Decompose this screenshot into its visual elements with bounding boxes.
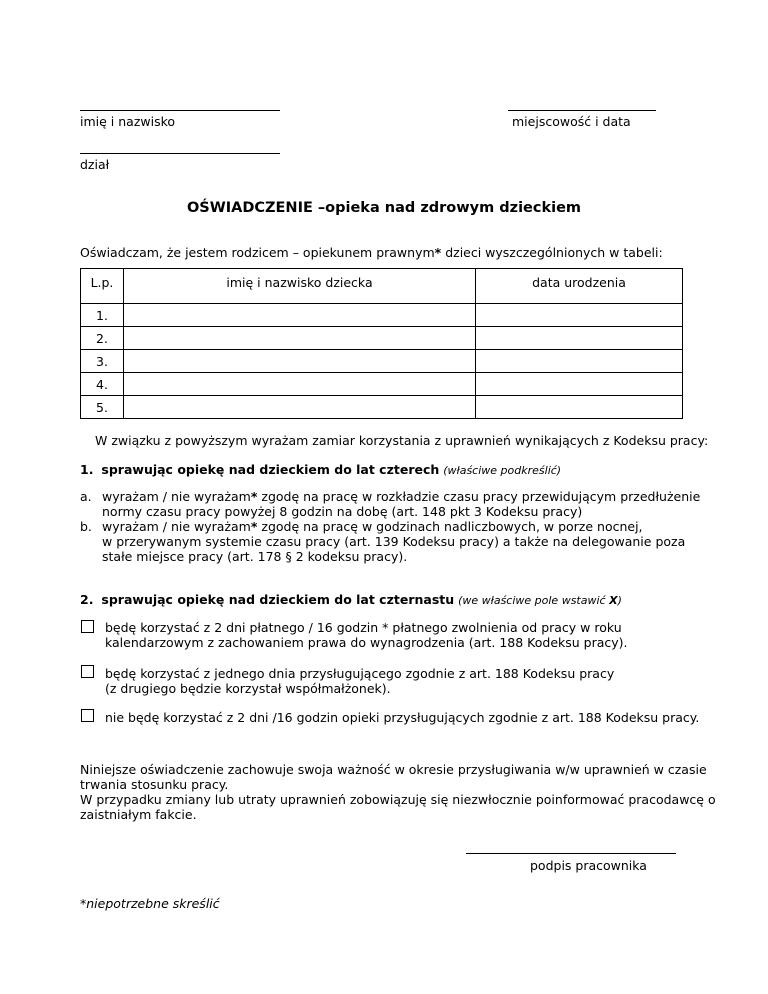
option1-text — [105, 620, 628, 650]
birth-date-cell[interactable] — [476, 396, 683, 419]
option3-line1: nie będę korzystać z 2 dni /16 godzin opieki przysługujących zgodnie z art. 188 Kodeksu pracy. — [105, 710, 700, 725]
section2-note-after: ) — [617, 594, 622, 607]
option1-line2: kalendarzowym z zachowaniem prawa do wynagrodzenia (art. 188 Kodeksu pracy). — [105, 635, 628, 650]
section2-heading — [80, 592, 622, 608]
option2-line1: będę korzystać z jednego dnia przysługującego zgodnie z art. 188 Kodeksu pracy — [105, 666, 615, 681]
section1-heading — [80, 462, 561, 478]
section1-a-line1-before: wyrażam / nie wyrażam — [102, 489, 251, 504]
section1-b-line1-before: wyrażam / nie wyrażam — [102, 519, 251, 534]
intent-text: W związku z powyższym wyrażam zamiar korzystania z uprawnień wynikających z Kodeksu pracy: — [95, 433, 709, 448]
section1-note: (właściwe podkreślić) — [443, 464, 562, 477]
birth-date-cell[interactable] — [476, 350, 683, 373]
header-lp: L.p. — [81, 269, 124, 304]
row-number: 5. — [81, 396, 124, 419]
validity-line1: Niniejsze oświadczenie zachowuje swoja ważność w okresie przysługiwania w/w uprawnień w czasie — [80, 762, 707, 777]
row-number: 4. — [81, 373, 124, 396]
section1-number: 1. — [80, 462, 94, 477]
child-name-cell[interactable] — [124, 373, 476, 396]
option2-checkbox[interactable] — [81, 665, 94, 678]
option3-checkbox[interactable] — [81, 709, 94, 722]
option3-text — [105, 710, 699, 725]
section2-number: 2. — [80, 592, 94, 607]
section1-title: sprawując opiekę nad dzieckiem do lat czterech — [101, 462, 440, 477]
row-number: 2. — [81, 327, 124, 350]
child-name-cell[interactable] — [124, 396, 476, 419]
department-line — [80, 153, 280, 154]
child-name-cell[interactable] — [124, 350, 476, 373]
option2-line2: (z drugiego będzie korzystał współmałżonek). — [105, 681, 391, 696]
table-row — [81, 327, 683, 350]
department-label: dział — [80, 157, 110, 172]
table-header-row — [81, 269, 683, 304]
children-table — [80, 268, 683, 419]
row-number: 1. — [81, 304, 124, 327]
section1-a-line1-after: zgodę na pracę w rozkładzie czasu pracy przewidującym przedłużenie — [257, 489, 701, 504]
header-birth-date: data urodzenia — [476, 269, 683, 304]
signature-line — [466, 853, 676, 854]
table-row — [81, 396, 683, 419]
child-name-cell[interactable] — [124, 327, 476, 350]
section1-a-text — [102, 489, 700, 519]
section1-b-star: * — [250, 519, 258, 534]
validity-line3: W przypadku zmiany lub utraty uprawnień zobowiązuję się niezwłocznie poinformować pracodawcę o — [80, 792, 716, 807]
row-number: 3. — [81, 350, 124, 373]
place-date-label: miejscowość i data — [512, 114, 631, 129]
section1-b-line1-after: zgodę na pracę w godzinach nadliczbowych, w porze nocnej, — [257, 519, 643, 534]
child-name-cell[interactable] — [124, 304, 476, 327]
intro-text-after: dzieci wyszczególnionych w tabeli: — [441, 245, 663, 260]
section1-b-text — [102, 519, 685, 564]
section1-a-marker: a. — [80, 489, 92, 504]
section1-a-line1 — [102, 489, 700, 504]
section2-note-x: X — [609, 594, 618, 607]
place-date-line — [508, 110, 656, 111]
table-row — [81, 304, 683, 327]
option2-text — [105, 666, 614, 696]
section1-a-line2: normy czasu pracy powyżej 8 godzin na dobę (art. 148 pkt 3 Kodeksu pracy) — [102, 504, 583, 519]
header-child-name: imię i nazwisko dziecka — [124, 269, 476, 304]
validity-line2: trwania stosunku pracy. — [80, 777, 229, 792]
footnote: *niepotrzebne skreślić — [80, 896, 220, 911]
birth-date-cell[interactable] — [476, 373, 683, 396]
section1-b-line1 — [102, 519, 685, 534]
table-row — [81, 373, 683, 396]
intro-text-before: Oświadczam, że jestem rodzicem – opiekunem prawnym — [80, 245, 435, 260]
section2-title: sprawując opiekę nad dzieckiem do lat czternastu — [101, 592, 455, 607]
option1-line1: będę korzystać z 2 dni płatnego / 16 godzin * płatnego zwolnienia od pracy w roku — [105, 620, 622, 635]
section1-b-marker: b. — [80, 519, 92, 534]
section1-a-star: * — [250, 489, 258, 504]
option1-checkbox[interactable] — [81, 620, 94, 633]
section2-note — [458, 594, 622, 607]
section2-note-before: (we właściwe pole wstawić — [458, 594, 610, 607]
name-line — [80, 110, 280, 111]
validity-line4: zaistniałym fakcie. — [80, 807, 197, 822]
intro-text — [80, 245, 663, 260]
birth-date-cell[interactable] — [476, 304, 683, 327]
section1-b-line2: w przerywanym systemie czasu pracy (art. 139 Kodeksu pracy) a także na delegowanie poza — [102, 534, 686, 549]
table-row — [81, 350, 683, 373]
signature-label: podpis pracownika — [530, 858, 647, 873]
intro-star: * — [434, 245, 442, 260]
section1-b-line3: stałe miejsce pracy (art. 178 § 2 kodeksu pracy). — [102, 549, 408, 564]
validity-text — [80, 762, 716, 822]
name-label: imię i nazwisko — [80, 114, 176, 129]
birth-date-cell[interactable] — [476, 327, 683, 350]
page-title: OŚWIADCZENIE –opieka nad zdrowym dzieckiem — [186, 200, 582, 216]
